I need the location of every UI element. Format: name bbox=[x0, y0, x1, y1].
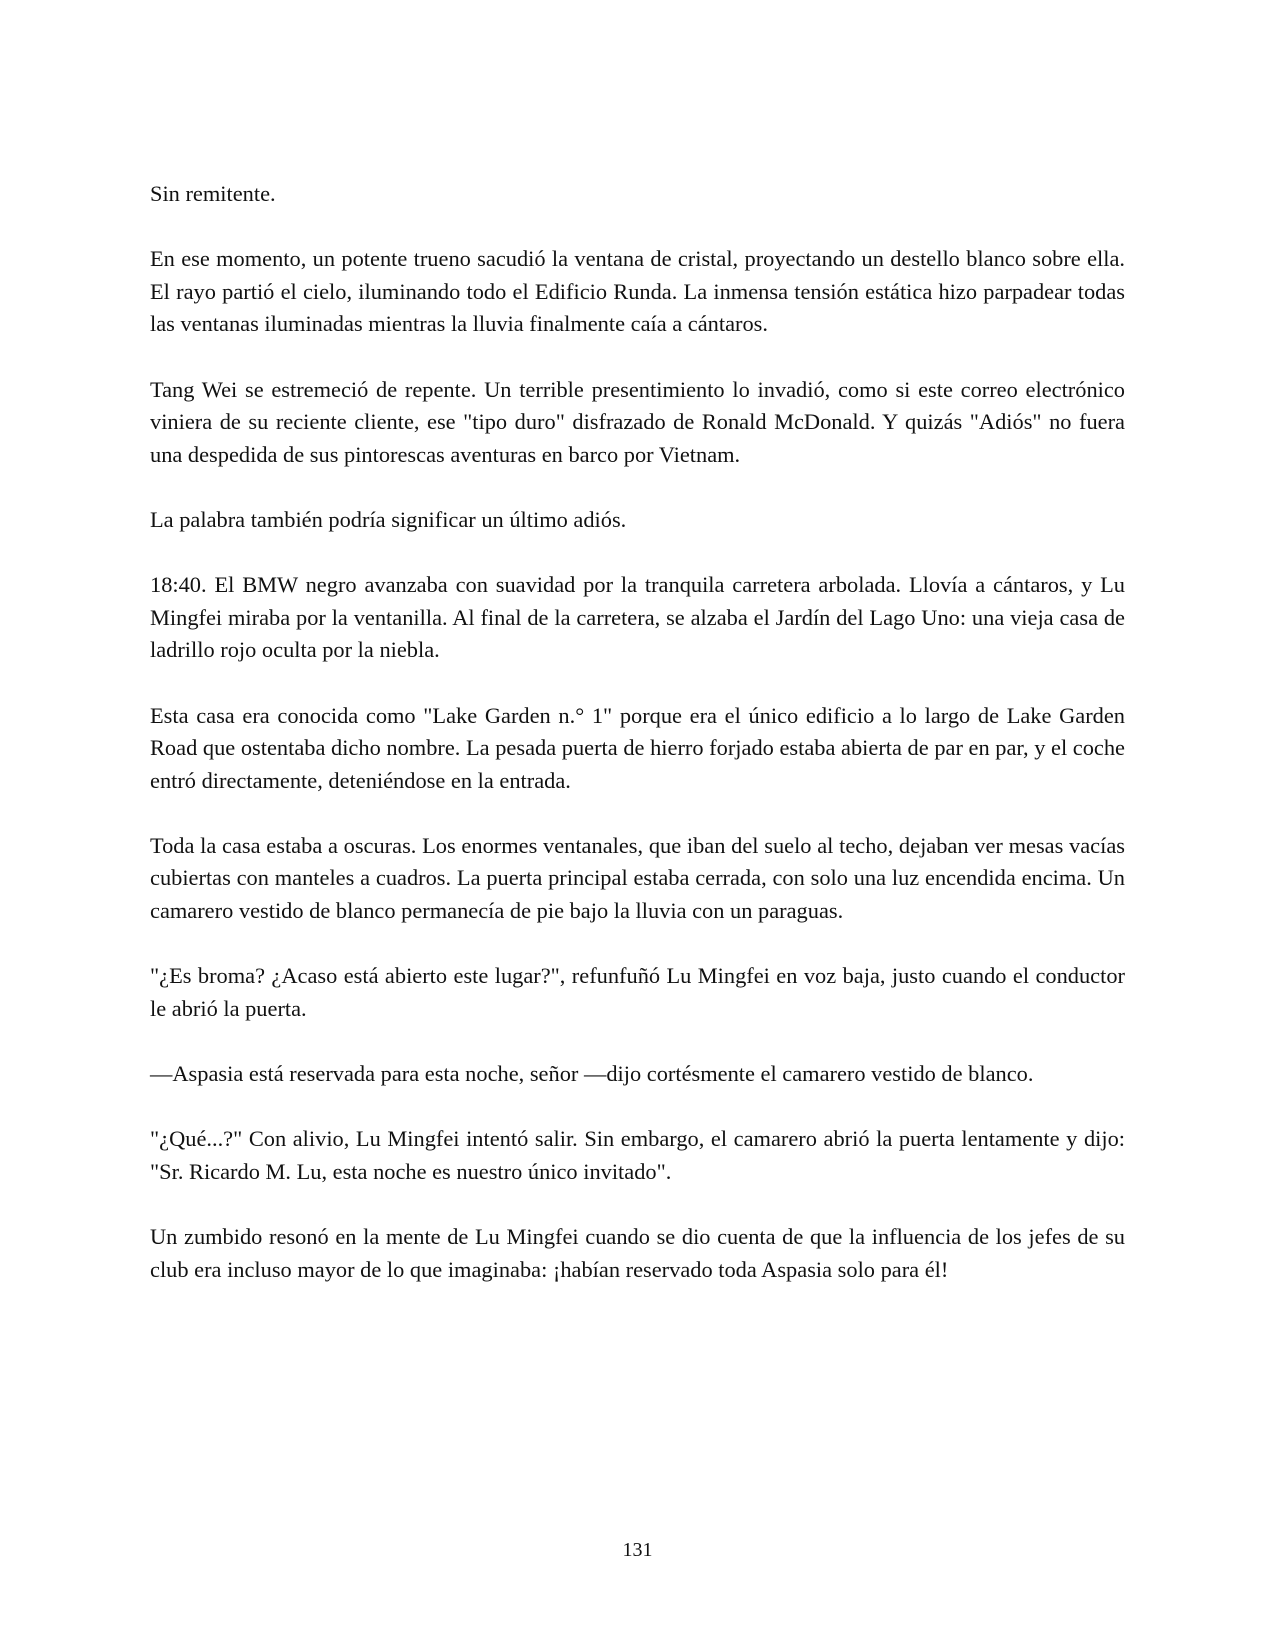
body-text bbox=[150, 178, 1125, 1286]
paragraph: Tang Wei se estremeció de repente. Un terrible presentimiento lo invadió, como si este correo electrónico viniera de su reciente cliente, ese "tipo duro" disfrazado de Ronald McDonald. Y quizás "Adiós" no fuera una despedida de sus pintorescas aventuras en barco por Vietnam. bbox=[150, 376, 1125, 467]
paragraph: En ese momento, un potente trueno sacudió la ventana de cristal, proyectando un destello blanco sobre ella. El rayo partió el cielo, iluminando todo el Edificio Runda. La inmensa tensión estática hizo parpadear todas las ventanas iluminadas mientras la lluvia finalmente caía a cántaros. bbox=[150, 246, 1125, 337]
paragraph: Toda la casa estaba a oscuras. Los enormes ventanales, que iban del suelo al techo, dejaban ver mesas vacías cubiertas con manteles a cuadros. La puerta principal estaba cerrada, con solo una luz encendida encima. Un camarero vestido de blanco permanecía de pie bajo la lluvia con un paraguas. bbox=[150, 832, 1125, 924]
paragraph: La palabra también podría significar un último adiós. bbox=[150, 506, 627, 532]
paragraph: Sin remitente. bbox=[150, 181, 276, 206]
paragraph: —Aspasia está reservada para esta noche, señor —dijo cortésmente el camarero vestido de blanco. bbox=[150, 1061, 1034, 1087]
paragraph: "¿Es broma? ¿Acaso está abierto este lugar?", refunfuñó Lu Mingfei en voz baja, justo cuando el conductor le abrió la puerta. bbox=[150, 963, 1125, 1021]
paragraph: 18:40. El BMW negro avanzaba con suavidad por la tranquila carretera arbolada. Llovía a cántaros, y Lu Mingfei miraba por la ventanilla. Al final de la carretera, se alzaba el Jardín del Lago Uno: una vieja casa de ladrillo rojo oculta por la niebla. bbox=[150, 572, 1125, 663]
page-number: 131 bbox=[622, 1539, 653, 1561]
paragraph: "¿Qué...?" Con alivio, Lu Mingfei intentó salir. Sin embargo, el camarero abrió la puerta lentamente y dijo: "Sr. Ricardo M. Lu, esta noche es nuestro único invitado". bbox=[150, 1126, 1125, 1184]
paragraph: Esta casa era conocida como "Lake Garden n.° 1" porque era el único edificio a lo largo de Lake Garden Road que ostentaba dicho nombre. La pesada puerta de hierro forjado estaba abierta de par en par, y el coche entró directamente, deteniéndose en la entrada. bbox=[150, 702, 1125, 793]
paragraph: Un zumbido resonó en la mente de Lu Mingfei cuando se dio cuenta de que la influencia de los jefes de su club era incluso mayor de lo que imaginaba: ¡habían reservado toda Aspasia solo para él! bbox=[150, 1224, 1125, 1282]
